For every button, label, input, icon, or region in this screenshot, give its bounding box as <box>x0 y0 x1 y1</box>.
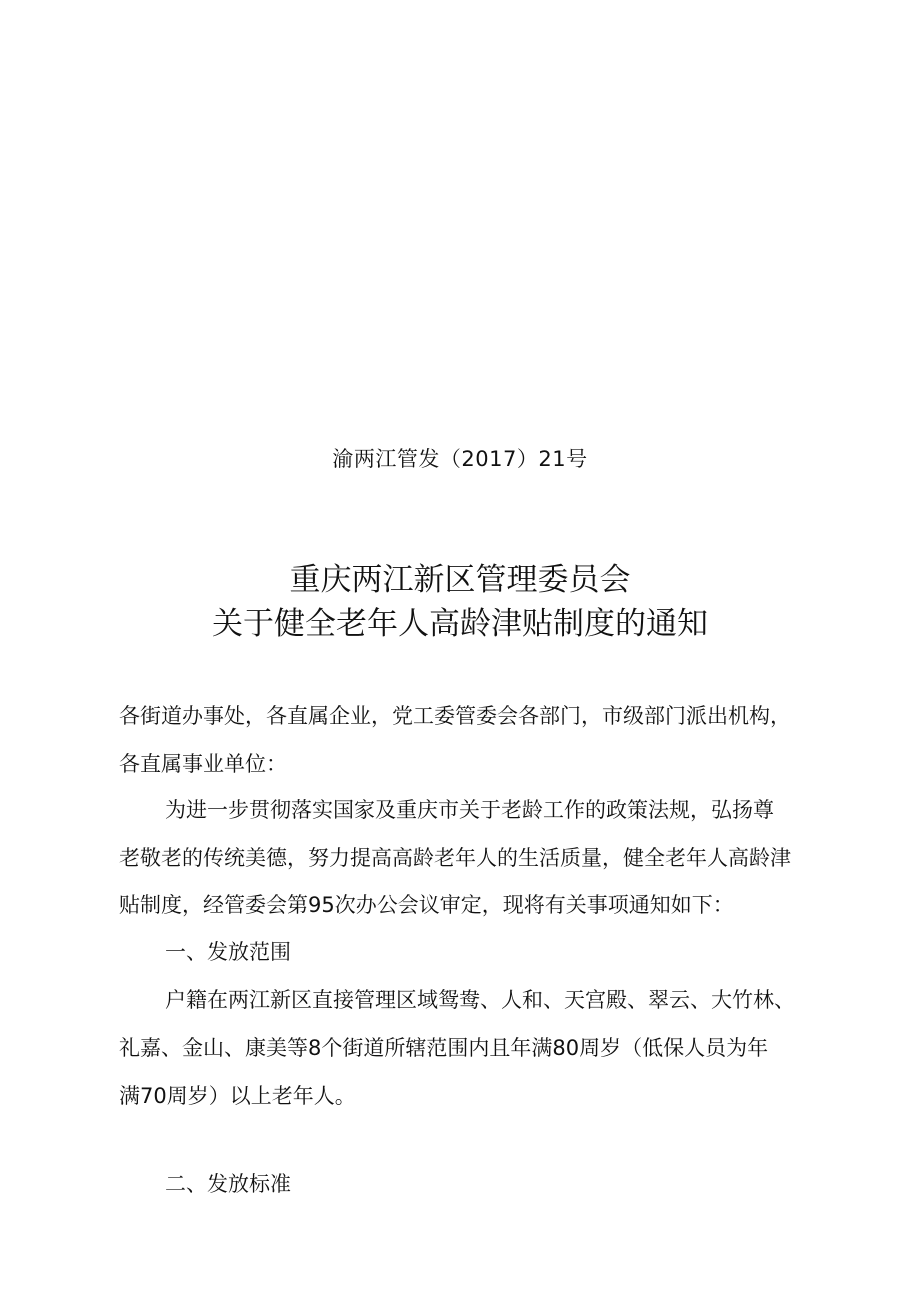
section-heading-scope: 一、发放范围 <box>165 940 291 964</box>
addressee-line-1: 各街道办事处，各直属企业，党工委管委会各部门，市级部门派出机构， <box>119 704 791 728</box>
document-title-line-2: 关于健全老年人高龄津贴制度的通知 <box>212 606 708 642</box>
scope-paragraph-line-3: 满70周岁）以上老年人。 <box>119 1084 356 1108</box>
document-title-line-1: 重庆两江新区管理委员会 <box>289 562 631 598</box>
addressee-line-2: 各直属事业单位： <box>119 752 287 776</box>
section-heading-standard: 二、发放标准 <box>165 1172 291 1196</box>
intro-paragraph-line-2: 老敬老的传统美德，努力提高高龄老年人的生活质量，健全老年人高龄津 <box>119 846 791 870</box>
document-number: 渝两江管发（2017）21号 <box>332 447 588 471</box>
scope-paragraph-line-1: 户籍在两江新区直接管理区域鸳鸯、人和、天宫殿、翠云、大竹林、 <box>165 988 795 1012</box>
intro-paragraph-line-1: 为进一步贯彻落实国家及重庆市关于老龄工作的政策法规，弘扬尊 <box>165 798 774 822</box>
intro-paragraph-line-3: 贴制度，经管委会第95次办公会议审定，现将有关事项通知如下： <box>119 893 734 917</box>
scope-paragraph-line-2: 礼嘉、金山、康美等8个街道所辖范围内且年满80周岁（低保人员为年 <box>119 1036 769 1060</box>
